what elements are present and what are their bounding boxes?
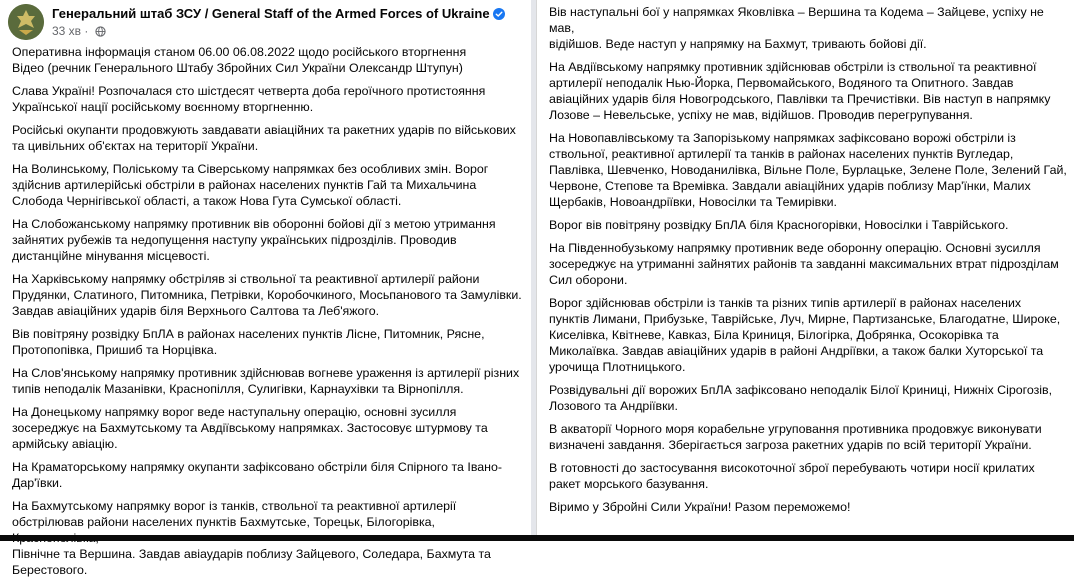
post-paragraph: Ворог вів повітряну розвідку БпЛА біля Красногорівки, Новосілки і Таврійського. (549, 218, 1009, 232)
post-paragraph: На Бахмутському напрямку ворог із танків, ствольної та реактивної артилерії обстрілював райони населених пунктів Бахмутське, Торецьк, Білогорівка, Північне та Вершина. Завдав авіаударів поблизу Зайцевого, Соледара, Бахмута та Берестового. (12, 499, 491, 577)
post-paragraph: На Донецькому напрямку ворог веде наступальну операцію, основні зусилля зосереджує на Бахмутському та Авдіївському напрямках. Застосовує штурмову та армійську авіацію. (12, 405, 488, 451)
post-paragraph: Оперативна інформація станом 06.00 06.08.2022 щодо російського вторгнення Відео (речник Генерального Штабу Збройних Сил України Олександр Штупун) (12, 45, 467, 75)
post-paragraph: На Слов'янському напрямку противник здійснював вогневе ураження із артилерії різних типів неподалік Мазанівки, Краснопілля, Сулигівки, Карнаухівки та Вірнопілля. (12, 366, 520, 396)
verified-badge-icon (493, 8, 505, 23)
post-header (8, 4, 523, 40)
post-paragraph: На Новопавлівському та Запорізькому напрямках зафіксовано ворожі обстріли із ствольної, реактивної артилерії та танків в районах населених пунктів Вугледар, Павлівка, Шевченко, Новоданилівка, Вільне Поле, Бурлацьке, Зелене Поле, Зелений Гай, Червоне, Степове та Времівка. Завдали авіаційних ударів поблизу Мар'їнки, Малих Щербаків, Новоандріївки, Новосілки та Темирівки. (549, 131, 1067, 209)
page-name[interactable] (52, 6, 505, 23)
post-paragraph: На Авдіївському напрямку противник здійснював обстріли із ствольної та реактивної артилерії неподалік Нью-Йорка, Первомайського, Водяного та Опитного. Завдав авіаційних ударів біля Новогродського, Павлівки та Пречистівки. Вів наступ в напрямку Лозове – Невельське, успіху не мав, відійшов. Проводив перегрупування. (549, 60, 1051, 122)
globe-icon (95, 26, 106, 40)
post-paragraph: Російські окупанти продовжують завдавати авіаційних та ракетних ударів по військових та цивільних об'єктах на території України. (12, 123, 516, 153)
post-paragraph: Розвідувальні дії ворожих БпЛА зафіксовано неподалік Білої Криниці, Нижніх Сірогозів, Лозового та Андріївки. (549, 383, 1053, 413)
avatar[interactable] (8, 4, 44, 40)
post-paragraph: На Харківському напрямку обстріляв зі ствольної та реактивної артилерії райони Прудянки, Слатиного, Питомника, Петрівки, Коробочкиного, Мосьпанового та Замулівки. Завдав авіаційних ударів біля Верхнього Салтова та Леб'яжого. (12, 272, 522, 318)
post-paragraph: Віримо у Збройні Сили України! Разом переможемо! (549, 500, 851, 514)
post-time[interactable]: 33 хв (52, 24, 82, 38)
page-name-text[interactable]: Генеральний штаб ЗСУ / General Staff of the Armed Forces of Ukraine (52, 6, 490, 21)
post-paragraph: На Південнобузькому напрямку противник веде оборонну операцію. Основні зусилля зосереджує на утриманні зайнятих районів та завданні максимальних втрат підрозділам Сил оборони. (549, 241, 1059, 287)
post-paragraph: В акваторії Чорного моря корабельне угруповання противника продовжує виконувати визначені завдання. Зберігається загроза ракетних ударів по всій території України. (549, 422, 1042, 452)
post-paragraph: Ворог здійснював обстріли із танків та різних типів артилерії в районах населених пунктів Лимани, Прибузьке, Таврійське, Луч, Мирне, Партизанське, Благодатне, Широке, Киселівка, Квітневе, Кавказ, Біла Криниця, Білогірка, Добрянка, Осокорівка та Миколаївка. Завдав авіаційних ударів в районі Андріївки, а також балки Хуторської та урочища Плотницького. (549, 296, 1061, 374)
post-meta (52, 24, 106, 40)
post-column-left (0, 0, 532, 577)
post-paragraph: В готовності до застосування високоточної зброї перебувають чотири носії крилатих ракет морського базування. (549, 461, 1035, 491)
post-body-right (549, 4, 1069, 522)
meta-separator: · (84, 24, 89, 38)
bottom-edge-bar (0, 535, 1074, 541)
post-paragraph: Вів наступальні бої у напрямках Яковлівка – Вершина та Кодема – Зайцеве, успіху не мав, відійшов. Веде наступ у напрямку на Бахмут, тривають бойові дії. (549, 5, 1044, 51)
post-body-left (12, 44, 524, 585)
emblem-icon (8, 4, 44, 40)
post-paragraph: На Волинському, Поліському та Сіверському напрямках без особливих змін. Ворог здійснив артилерійські обстріли в районах населених пунктів Гай та Михальчина Слобода Чернігівської області, а також Нова Гута Сумської області. (12, 162, 489, 208)
post-paragraph: На Краматорському напрямку окупанти зафіксовано обстріли біля Спірного та Івано- Дар'ївки. (12, 460, 503, 490)
post-paragraph: На Слобожанському напрямку противник вів оборонні бойові дії з метою утримання зайнятих рубежів та недопущення наступу українських підрозділів. Проводив дистанційне мінування місцевості. (12, 217, 496, 263)
post-paragraph: Слава Україні! Розпочалася сто шістдесят четверта доба героїчного протистояння Української нації російському воєнному вторгненню. (12, 84, 486, 114)
post-paragraph: Вів повітряну розвідку БпЛА в районах населених пунктів Лісне, Питомник, Рясне, Протопопівка, Пришиб та Норцівка. (12, 327, 485, 357)
